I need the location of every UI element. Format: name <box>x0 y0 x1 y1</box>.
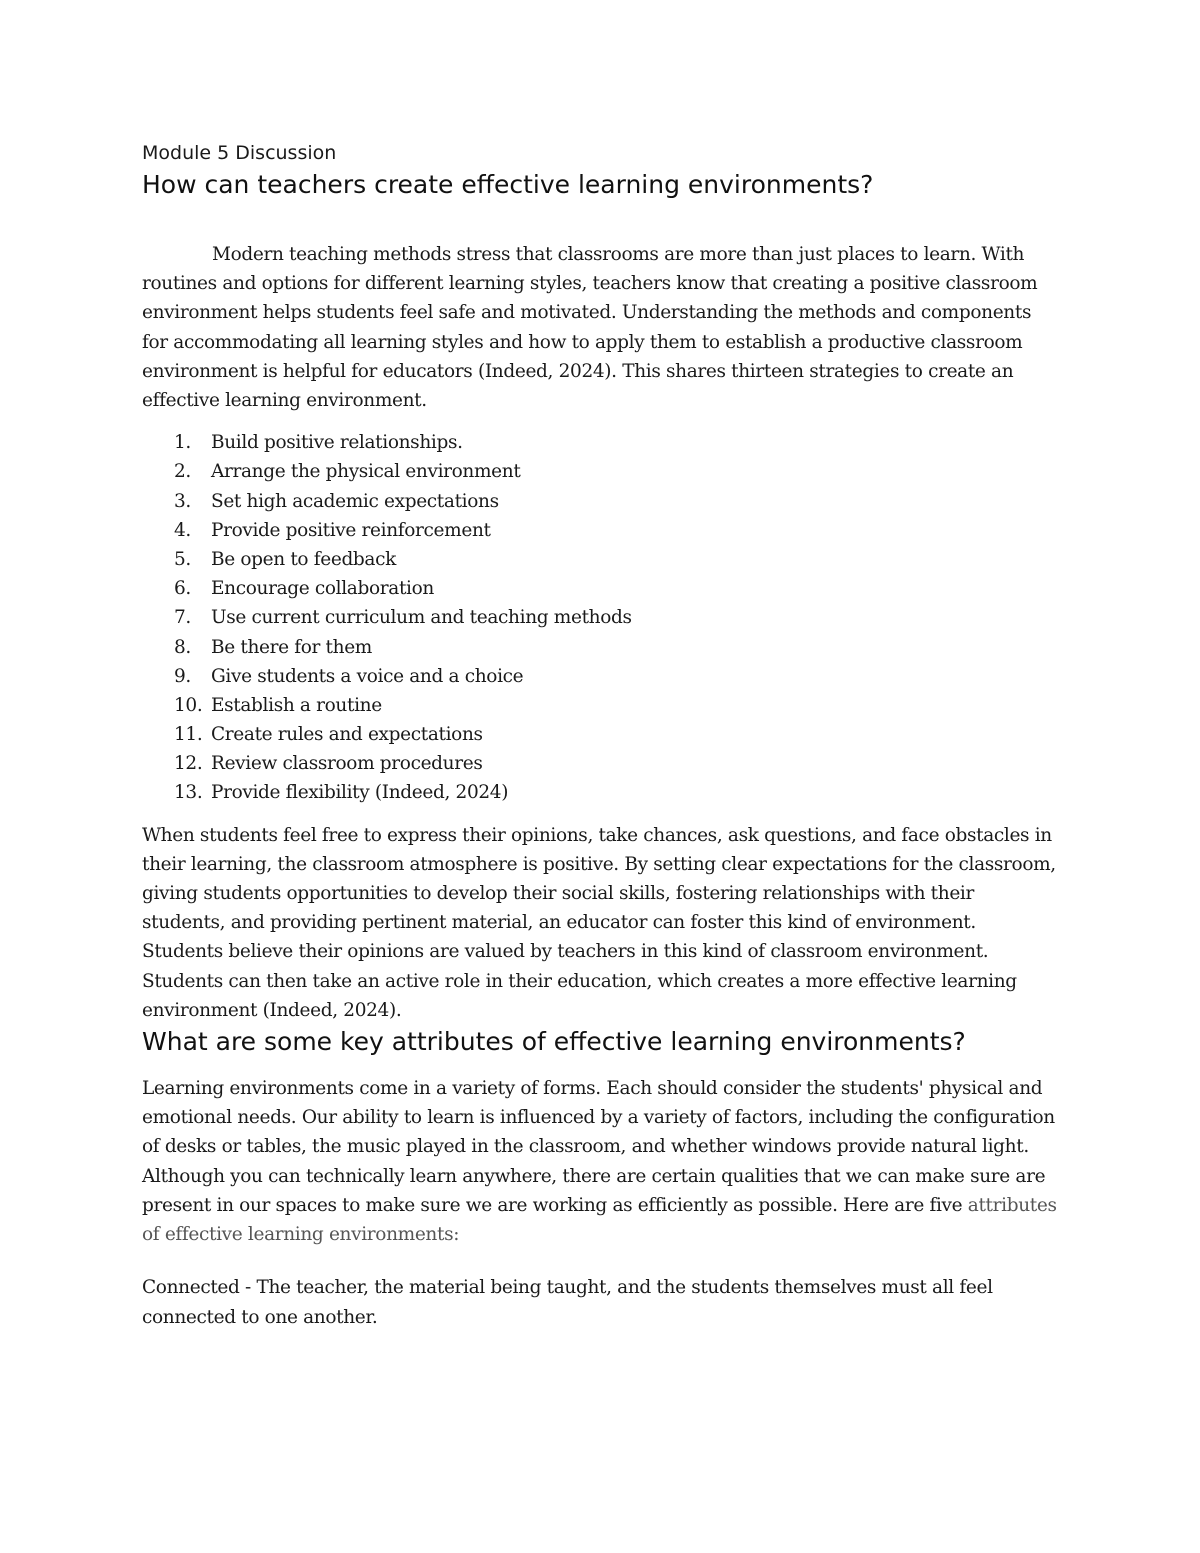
list-item-text: Build positive relationships. <box>211 432 463 454</box>
list-item-number: 7. <box>174 607 191 629</box>
section-heading-create-environments: How can teachers create effective learning environments? <box>142 170 874 199</box>
list-item-number: 2. <box>174 461 191 483</box>
list-item <box>142 749 1062 778</box>
list-item-text: Review classroom procedures <box>211 753 483 775</box>
list-item-number: 8. <box>174 636 191 658</box>
section-heading-key-attributes: What are some key attributes of effective learning environments? <box>142 1027 966 1057</box>
list-item-number: 10. <box>174 694 203 716</box>
list-item <box>142 720 1062 749</box>
list-item <box>142 603 1062 632</box>
list-item-text: Establish a routine <box>211 694 382 716</box>
list-item-number: 1. <box>174 432 191 454</box>
list-item <box>142 487 1062 516</box>
list-item-text: Encourage collaboration <box>211 578 434 600</box>
list-item <box>142 574 1062 603</box>
strategies-list <box>142 428 1062 807</box>
attributes-link-text: attributes of effective learning environments: <box>142 1194 1057 1246</box>
list-item <box>142 545 1062 574</box>
list-item-text: Arrange the physical environment <box>211 461 521 483</box>
list-item-number: 11. <box>174 724 203 746</box>
list-item <box>142 662 1062 691</box>
positive-atmosphere-paragraph: When students feel free to express their opinions, take chances, ask questions, and face obstacles in their learning, the classroom atmosphere is positive. By setting clear expectations for the classroom, giving students opportunities to develop their social skills, fostering relationships with their students, and providing pertinent material, an educator can foster this kind of environment. Students believe their opinions are valued by teachers in this kind of classroom environment. Students can then take an active role in their education, which creates a more effective learning environment (Indeed, 2024). <box>142 824 1056 1021</box>
intro-paragraph: Modern teaching methods stress that classrooms are more than just places to learn. With routines and options for different learning styles, teachers know that creating a positive classroom environment helps students feel safe and motivated. Understanding the methods and components for accommodating all learning styles and how to apply them to establish a productive classroom environment is helpful for educators (Indeed, 2024). This shares thirteen strategies to create an effective learning environment. <box>142 244 1038 412</box>
list-item-text: Set high academic expectations <box>211 490 499 512</box>
list-item-number: 6. <box>174 578 191 600</box>
list-item-number: 5. <box>174 548 191 570</box>
list-item-text: Be there for them <box>211 636 372 658</box>
list-item <box>142 516 1062 545</box>
list-item <box>142 633 1062 662</box>
attributes-paragraph <box>142 1074 1062 1249</box>
document-content <box>142 138 1062 1332</box>
list-item <box>142 457 1062 486</box>
list-item <box>142 691 1062 720</box>
list-item <box>142 428 1062 457</box>
list-item <box>142 778 1062 807</box>
list-item-number: 12. <box>174 753 203 775</box>
list-item-number: 13. <box>174 782 203 804</box>
list-item-number: 9. <box>174 665 191 687</box>
module-title: Module 5 Discussion <box>142 142 337 164</box>
list-item-number: 3. <box>174 490 191 512</box>
list-item-text: Be open to feedback <box>211 548 396 570</box>
list-item-text: Create rules and expectations <box>211 724 483 746</box>
list-item-text: Provide flexibility (Indeed, 2024) <box>211 782 509 804</box>
list-item-number: 4. <box>174 519 191 541</box>
list-item-text: Provide positive reinforcement <box>211 519 491 541</box>
list-item-text: Give students a voice and a choice <box>211 665 524 687</box>
connected-paragraph: Connected - The teacher, the material being taught, and the students themselves must all feel connected to one another. <box>142 1277 993 1328</box>
list-item-text: Use current curriculum and teaching methods <box>211 607 632 629</box>
attributes-paragraph-text: Learning environments come in a variety of forms. Each should consider the students' physical and emotional needs. Our ability to learn is influenced by a variety of factors, including the configuration of desks or tables, the music played in the classroom, and whether windows provide natural light. Although you can technically learn anywhere, there are certain qualities that we can make sure are present in our spaces to make sure we are working as efficiently as possible. Here are five <box>142 1078 1055 1216</box>
